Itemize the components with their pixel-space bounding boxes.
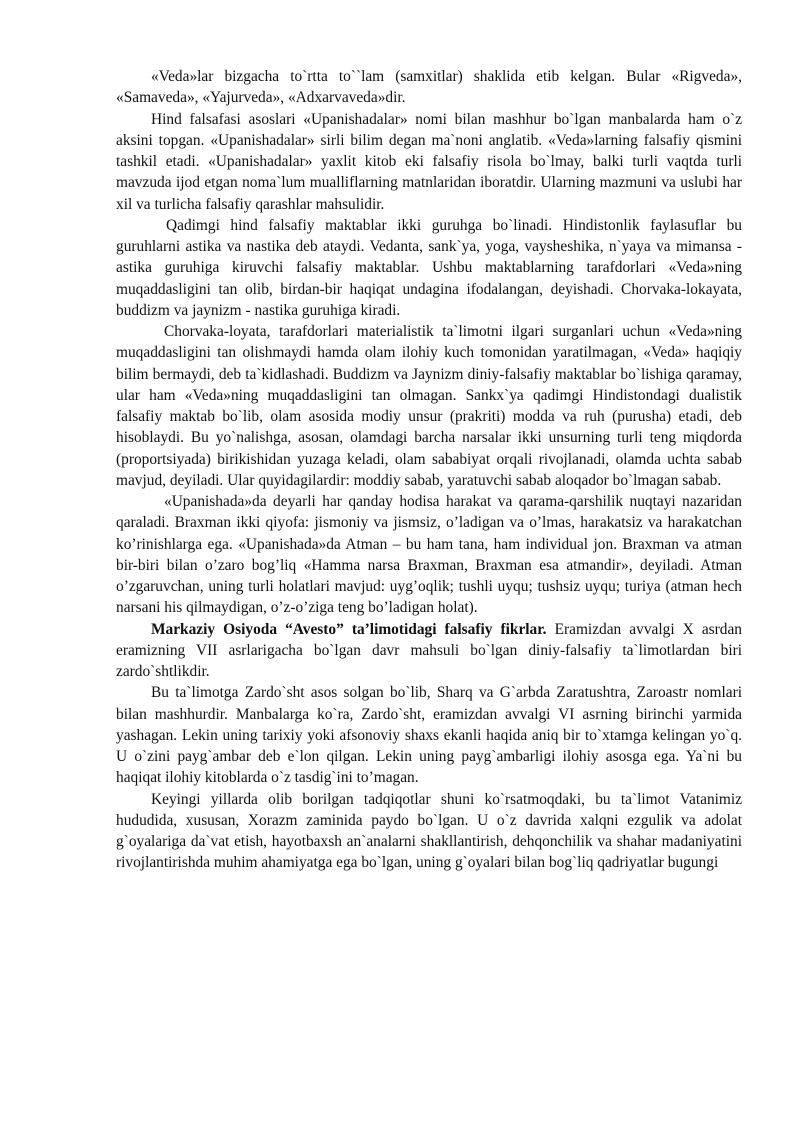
document-page [116,66,742,874]
section-heading-avesto: Markaziy Osiyoda “Avesto” ta’limotidagi falsafiy fikrlar. [151,620,547,638]
paragraph-avesto-body: Eramizdan avvalgi X asrdan eramizning VII asrlarigacha bo`lgan davr mahsuli bo`lgan diniy-falsafiy ta`limotlardan biri zardo`shtlikdir. [116,620,742,680]
paragraph-vedas: «Veda»lar bizgacha to`rtta to``lam (samxitlar) shaklida etib kelgan. Bular «Rigveda», «Samaveda», «Yajurveda», «Adxarvaveda»dir. [116,68,742,107]
paragraph-philosophical-schools: Qadimgi hind falsafiy maktablar ikki guruhga bo`linadi. Hindistonlik faylasuflar bu guruhlarni astika va nastika deb ataydi. Vedanta, sank`ya, yoga, vaysheshika, n`yaya va mimansa - astika guruhiga kiruvchi falsafiy maktablar. Ushbu maktablarning tarafdorlari «Veda»ning muqaddasligini tan olib, birdan-bir haqiqat undagina ifodalangan, deyishadi. Chorvaka-lokayata, buddizm va jaynizm - nastika guruhiga kiradi. [116,216,742,319]
paragraph-braxman-atman: «Upanishada»da deyarli har qanday hodisa harakat va qarama-qarshilik nuqtayi nazaridan qaraladi. Braxman ikki qiyofa: jismoniy va jismsiz, o’ladigan va o’lmas, harakatsiz va harakatchan ko’rinishlarga ega. «Upanishada»da Atman – bu ham tana, ham individual jon. Braxman va atman bir-biri bilan o’zaro bog’liq «Hamma narsa Braxman, Braxman esa atmandir», deyiladi. Atman o’zgaruvchan, uning turli holatlari mavjud: uyg’oqlik; tushli uyqu; tushsiz uyqu; turiya (atman hech narsani his qilmaydigan, o’z-o’ziga teng bo’ladigan holat). [116,493,742,617]
paragraph-chorvaka: Chorvaka-loyata, tarafdorlari materialistik ta`limotni ilgari surganlari uchun «Veda»ning muqaddasligini tan olishmaydi hamda olam ilohiy kuch tomonidan yaratilmagan, «Veda» haqiqiy bilim bermaydi, deb ta`kidlashadi. Buddizm va Jaynizm diniy-falsafiy maktablar bo`lishiga qaramay, ular ham «Veda»ning muqaddasligini tan olmagan. Sankx`ya qadimgi Hindistondagi dualistik falsafiy maktab bo`lib, olam asosida modiy unsur (prakriti) modda va ruh (purusha) etadi, deb hisoblaydi. Bu yo`nalishga, asosan, olamdagi barcha narsalar ikki unsurning turli teng miqdorda (proportsiyada) birikishidan yuzaga keladi, olam sababiyat orqali rivojlanadi, olamda uchta sabab mavjud, deyiladi. Ular quyidagilardir: moddiy sabab, yaratuvchi sabab aloqador bo`lmagan sabab. [116,323,742,489]
paragraph-avesto [116,619,742,683]
paragraph-upanishads: Hind falsafasi asoslari «Upanishadalar» nomi bilan mashhur bo`lgan manbalarda ham o`z aksini topgan. «Upanishadalar» sirli bilim degan ma`noni anglatib. «Veda»larning falsafiy qismini tashkil etadi. «Upanishadalar» yaxlit kitob eki falsafiy risola bo`lmay, balki turli vaqtda turli mavzuda ijod etgan noma`lum mualliflarning matnlaridan iboratdir. Ularning mazmuni va uslubi har xil va turlicha falsafiy qarashlar mahsulidir. [116,110,742,213]
paragraph-zardosht: Bu ta`limotga Zardo`sht asos solgan bo`lib, Sharq va G`arbda Zaratushtra, Zaroastr nomlari bilan mashhurdir. Manbalarga ko`ra, Zardo`sht, eramizdan avvalgi VI asrning birinchi yarmida yashagan. Lekin uning tarixiy yoki afsonoviy shaxs ekanli haqida aniq bir to`xtamga kelingan yo`q. U o`zini payg`ambar deb e`lon qilgan. Lekin uning payg`ambarligi ilohiy asosga ega. Ya`ni bu haqiqat ilohiy kitoblarda o`z tasdig`ini to’magan. [116,684,742,787]
paragraph-research: Keyingi yillarda olib borilgan tadqiqotlar shuni ko`rsatmoqdaki, bu ta`limot Vatanimiz hududida, xususan, Xorazm zaminida paydo bo`lgan. U o`z davrida xalqni ezgulik va adolat g`oyalariga da`vat etish, hayotbaxsh an`analarni shakllantirish, dehqonchilik va shahar madaniyatini rivojlantirishda muhim ahamiyatga ega bo`lgan, uning g`oyalari bilan bog`liq qadriyatlar bugungi [116,790,742,872]
